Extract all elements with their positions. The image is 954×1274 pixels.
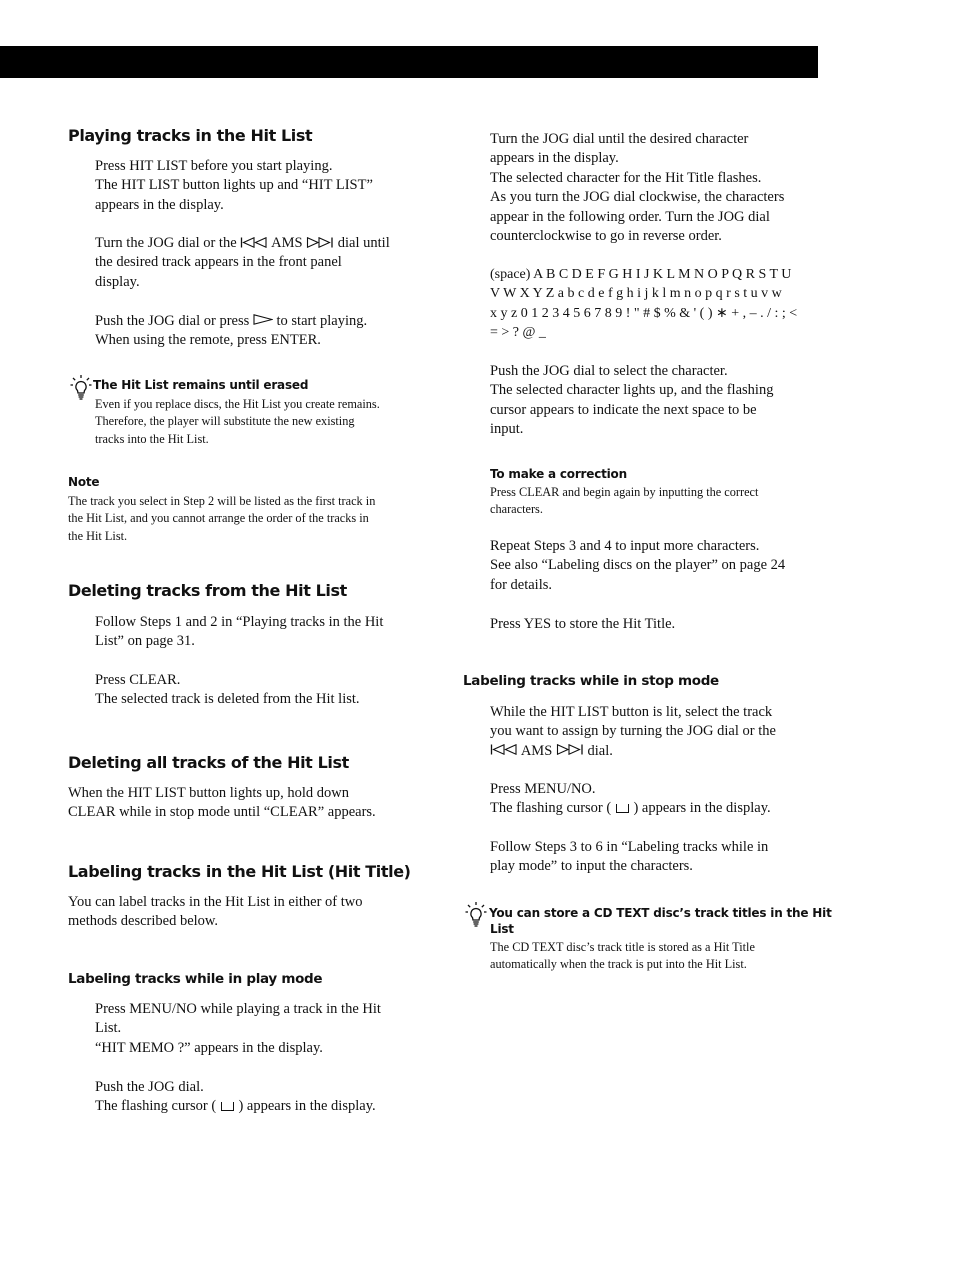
play-mode-step-4: Push the JOG dial to select the character. The selected character lights up, and the flashing cursor appears to indicate the next space to be input. bbox=[490, 363, 774, 438]
heading-deleting-all: Deleting all tracks of the Hit List bbox=[68, 753, 349, 772]
note-text: The track you select in Step 2 will be listed as the first track in the Hit List, and you cannot arrange the order of the tracks in the Hit List. bbox=[68, 494, 376, 543]
correction-text: Press CLEAR and begin again by inputting the correct characters. bbox=[490, 485, 759, 517]
tip-title-cd-text: You can store a CD TEXT disc’s track titles in the Hit List bbox=[489, 906, 832, 936]
play-mode-step-1: Press MENU/NO while playing a track in the Hit List. “HIT MEMO ?” appears in the display. bbox=[95, 1001, 381, 1056]
play-mode-step-3: Turn the JOG dial until the desired character appears in the display. The selected character for the Hit Title flashes. As you turn the JOG dial clockwise, the characters appear in the following order. Turn the JOG dial counterclockwise to go in reverse order. bbox=[490, 131, 785, 245]
stop-mode-step-1: While the HIT LIST button is lit, select the track you want to assign by turning the JOG dial or the AMS dial. bbox=[490, 704, 776, 759]
tip-title-hit-list-remains: The Hit List remains until erased bbox=[93, 378, 309, 392]
ams-previous-icon bbox=[490, 744, 518, 755]
ams-next-icon bbox=[556, 744, 584, 755]
lightbulb-icon bbox=[70, 374, 92, 400]
playing-step-1: Press HIT LIST before you start playing. The HIT LIST button lights up and “HIT LIST” appears in the display. bbox=[95, 158, 373, 213]
header-bar bbox=[0, 46, 818, 78]
cursor-icon bbox=[221, 1102, 234, 1111]
play-icon bbox=[253, 314, 273, 325]
deleting-all-text: When the HIT LIST button lights up, hold down CLEAR while in stop mode until “CLEAR” appears. bbox=[68, 785, 376, 821]
stop-mode-step-3: Follow Steps 3 to 6 in “Labeling tracks while in play mode” to input the characters. bbox=[490, 839, 769, 875]
character-order-list: (space) A B C D E F G H I J K L M N O P Q R S T U V W X Y Z a b c d e f g h i j k l m n o p q r s t u v w x y z 0 1 2 3 4 5 6 7 8 9 ! " # $ % & ' ( ) ∗ + , – . / : ; < = > ? @ _ bbox=[490, 267, 798, 341]
heading-stop-mode: Labeling tracks while in stop mode bbox=[463, 673, 719, 689]
lightbulb-icon bbox=[465, 901, 487, 927]
heading-play-mode: Labeling tracks while in play mode bbox=[68, 971, 323, 987]
play-mode-step-6: Press YES to store the Hit Title. bbox=[490, 616, 676, 632]
heading-labeling-tracks: Labeling tracks in the Hit List (Hit Title) bbox=[68, 862, 411, 881]
correction-title: To make a correction bbox=[490, 467, 627, 481]
ams-next-icon bbox=[306, 237, 334, 248]
cursor-icon bbox=[616, 804, 629, 813]
labeling-intro: You can label tracks in the Hit List in either of two methods described below. bbox=[68, 894, 363, 930]
playing-step-3: Push the JOG dial or press to start playing. When using the remote, press ENTER. bbox=[95, 313, 368, 349]
stop-mode-step-2: Press MENU/NO. The flashing cursor ( ) appears in the display. bbox=[490, 781, 771, 817]
playing-step-2: Turn the JOG dial or the AMS dial until the desired track appears in the front panel display. bbox=[95, 235, 390, 290]
heading-deleting-tracks: Deleting tracks from the Hit List bbox=[68, 581, 347, 600]
ams-previous-icon bbox=[240, 237, 268, 248]
tip-text-hit-list-remains: Even if you replace discs, the Hit List you create remains. Therefore, the player will substitute the new existing tracks into the Hit List. bbox=[95, 397, 380, 446]
play-mode-step-2: Push the JOG dial. The flashing cursor ( ) appears in the display. bbox=[95, 1079, 376, 1115]
tip-text-cd-text: The CD TEXT disc’s track title is stored as a Hit Title automatically when the track is put into the Hit List. bbox=[490, 940, 755, 972]
heading-playing-tracks: Playing tracks in the Hit List bbox=[68, 126, 313, 145]
deleting-step-1: Follow Steps 1 and 2 in “Playing tracks in the Hit List” on page 31. bbox=[95, 614, 384, 650]
note-title: Note bbox=[68, 475, 100, 489]
play-mode-step-5: Repeat Steps 3 and 4 to input more characters. See also “Labeling discs on the player” on page 24 for details. bbox=[490, 538, 786, 593]
deleting-step-2: Press CLEAR. The selected track is deleted from the Hit list. bbox=[95, 672, 360, 708]
